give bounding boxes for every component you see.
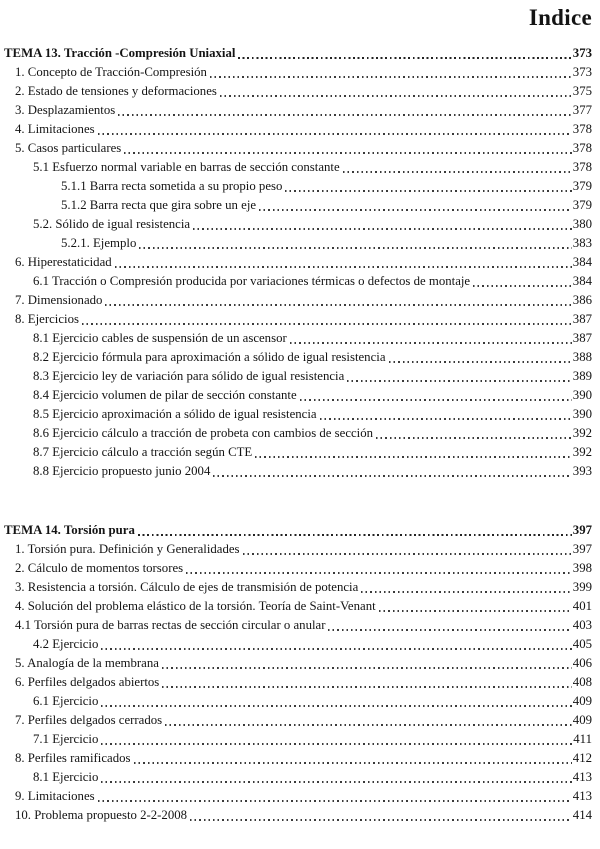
dot-leader [328,629,571,631]
toc-entry-row [4,424,592,443]
toc-page-number: 378 [572,141,592,155]
toc-page-number: 408 [572,675,592,689]
toc-entry-row [4,616,592,635]
toc-entry-row [4,272,592,291]
dot-leader [162,667,572,669]
toc-entry-row [4,348,592,367]
toc-page-number: 378 [572,160,592,174]
toc-entry-label: 8. Perfiles ramificados [15,751,131,765]
toc-entry-label: 5.2. Sólido de igual resistencia [33,217,191,231]
dot-leader [124,152,572,154]
dot-leader [220,95,572,97]
toc-entry-row [4,310,592,329]
toc-section [4,521,592,825]
toc-page-number: 397 [572,542,592,556]
toc-entry-label: 4. Solución del problema elástico de la torsión. Teoría de Saint-Venant [15,599,376,613]
toc-page-number: 392 [572,445,592,459]
toc-page-number: 409 [572,694,592,708]
toc-page-number: 398 [572,561,592,575]
dot-leader [243,553,572,555]
toc-page-number: 373 [572,65,592,79]
dot-leader [134,762,572,764]
toc-entry-label: 8.2 Ejercicio fórmula para aproximación a sólido de igual resistencia [33,350,386,364]
toc-sections [4,44,592,825]
dot-leader [210,76,572,78]
toc-entry-label: 2. Estado de tensiones y deformaciones [15,84,217,98]
toc-heading-label: TEMA 13. Tracción -Compresión Uniaxial [4,46,236,60]
toc-entry-row [4,749,592,768]
toc-heading-row [4,521,592,540]
toc-entry-row [4,101,592,120]
toc-entry-label: 5.1 Esfuerzo normal variable en barras de sección constante [33,160,340,174]
toc-entry-label: 5.1.2 Barra recta que gira sobre un eje [61,198,257,212]
toc-page-number: 397 [572,523,592,537]
toc-entry-row [4,234,592,253]
toc-page-number: 390 [572,388,592,402]
dot-leader [376,437,572,439]
toc-page-number: 393 [572,464,592,478]
toc-entry-row [4,291,592,310]
dot-leader [343,171,572,173]
toc-entry-row [4,559,592,578]
toc-page-number: 389 [572,369,592,383]
toc-entry-row [4,82,592,101]
toc-entry-label: 8.8 Ejercicio propuesto junio 2004 [33,464,211,478]
toc-page-number: 409 [572,713,592,727]
toc-page-number: 383 [572,236,592,250]
toc-page-number: 413 [572,789,592,803]
toc-entry-row [4,730,592,749]
toc-entry-row [4,405,592,424]
toc-entry-label: 6. Perfiles delgados abiertos [15,675,160,689]
toc-page-number: 379 [572,179,592,193]
toc-entry-label: 5. Casos particulares [15,141,122,155]
toc-entry-row [4,443,592,462]
toc-entry-label: 5.1.1 Barra recta sometida a su propio peso [61,179,283,193]
toc-page-number: 406 [572,656,592,670]
toc-section [4,44,592,481]
toc-entry-label: 3. Desplazamientos [15,103,116,117]
dot-leader [101,781,571,783]
dot-leader [101,705,571,707]
page-title: Indice [528,5,592,30]
toc-page-number: 386 [572,293,592,307]
toc-page-number: 373 [572,46,592,60]
dot-leader [115,266,572,268]
toc-page-number: 379 [572,198,592,212]
toc-entry-row [4,597,592,616]
toc-entry-label: 10. Problema propuesto 2-2-2008 [15,808,188,822]
toc-entry-label: 7. Dimensionado [15,293,103,307]
dot-leader [320,418,572,420]
toc-entry-label: 4. Limitaciones [15,122,95,136]
dot-leader [238,57,571,59]
dot-leader [190,819,572,821]
toc-entry-label: 5. Analogía de la membrana [15,656,159,670]
toc-entry-label: 1. Concepto de Tracción-Compresión [15,65,207,79]
dot-leader [379,610,572,612]
toc-entry-label: 6. Hiperestaticidad [15,255,112,269]
toc-entry-label: 4.2 Ejercicio [33,637,99,651]
toc-page-number: 384 [572,255,592,269]
toc-page-number: 401 [572,599,592,613]
toc-entry-row [4,120,592,139]
toc-entry-label: 7.1 Ejercicio [33,732,99,746]
toc-entry-row [4,635,592,654]
dot-leader [361,591,572,593]
dot-leader [300,399,572,401]
toc-page-number: 388 [572,350,592,364]
toc-entry-row [4,215,592,234]
toc-entry-row [4,540,592,559]
dot-leader [193,228,572,230]
toc-entry-label: 6.1 Ejercicio [33,694,99,708]
toc-page-number: 403 [572,618,592,632]
toc-entry-row [4,654,592,673]
dot-leader [162,686,572,688]
toc-entry-row [4,329,592,348]
toc-page-number: 411 [573,732,592,746]
toc-page-number: 414 [572,808,592,822]
toc-page-number: 392 [572,426,592,440]
toc-page-number: 390 [572,407,592,421]
dot-leader [118,114,572,116]
toc-entry-row [4,253,592,272]
toc-entry-label: 8.7 Ejercicio cálculo a tracción según CTE [33,445,253,459]
dot-leader [98,133,572,135]
toc-entry-label: 8.4 Ejercicio volumen de pilar de sección constante [33,388,297,402]
dot-leader [389,361,572,363]
toc-entry-row [4,386,592,405]
toc-entry-row [4,177,592,196]
toc-page-number: 384 [572,274,592,288]
toc-entry-label: 5.2.1. Ejemplo [61,236,137,250]
toc-entry-label: 8.3 Ejercicio ley de variación para sólido de igual resistencia [33,369,345,383]
toc-page-number: 378 [572,122,592,136]
toc-entry-label: 8.5 Ejercicio aproximación a sólido de igual resistencia [33,407,317,421]
toc-entry-row [4,768,592,787]
toc-page-number: 412 [572,751,592,765]
toc-entry-label: 8.1 Ejercicio [33,770,99,784]
dot-leader [473,285,572,287]
dot-leader [290,342,572,344]
toc-page-number: 375 [572,84,592,98]
toc-entry-label: 8.6 Ejercicio cálculo a tracción de probeta con cambios de sección [33,426,374,440]
toc-entry-row [4,578,592,597]
toc-entry-row [4,139,592,158]
toc-entry-row [4,158,592,177]
toc-entry-row [4,196,592,215]
dot-leader [285,190,571,192]
toc-entry-row [4,711,592,730]
toc-entry-label: 8. Ejercicios [15,312,79,326]
dot-leader [186,572,572,574]
toc-heading-label: TEMA 14. Torsión pura [4,523,135,537]
dot-leader [101,648,571,650]
dot-leader [165,724,572,726]
dot-leader [347,380,572,382]
toc-page-number: 387 [572,331,592,345]
dot-leader [138,534,572,536]
toc-entry-label: 8.1 Ejercicio cables de suspensión de un ascensor [33,331,287,345]
dot-leader [82,323,572,325]
toc-page-number: 380 [572,217,592,231]
dot-leader [259,209,572,211]
toc-entry-label: 6.1 Tracción o Compresión producida por variaciones térmicas o defectos de montaje [33,274,471,288]
toc-entry-label: 7. Perfiles delgados cerrados [15,713,163,727]
toc-entry-row [4,806,592,825]
dot-leader [255,456,572,458]
dot-leader [139,247,571,249]
toc-page-number: 377 [572,103,592,117]
dot-leader [213,475,571,477]
toc-entry-label: 1. Torsión pura. Definición y Generalidades [15,542,240,556]
dot-leader [98,800,572,802]
dot-leader [101,743,572,745]
toc-entry-row [4,673,592,692]
toc-heading-row [4,44,592,63]
toc-entry-row [4,692,592,711]
dot-leader [105,304,571,306]
toc-entry-row [4,462,592,481]
toc-page-number: 405 [572,637,592,651]
toc-page-number: 399 [572,580,592,594]
toc-page-number: 387 [572,312,592,326]
toc-page-number: 413 [572,770,592,784]
toc-entry-row [4,367,592,386]
toc-entry-label: 3. Resistencia a torsión. Cálculo de ejes de transmisión de potencia [15,580,359,594]
toc-entry-label: 2. Cálculo de momentos torsores [15,561,184,575]
toc-entry-label: 9. Limitaciones [15,789,95,803]
toc-entry-label: 4.1 Torsión pura de barras rectas de sección circular o anular [15,618,326,632]
toc-entry-row [4,63,592,82]
toc-entry-row [4,787,592,806]
